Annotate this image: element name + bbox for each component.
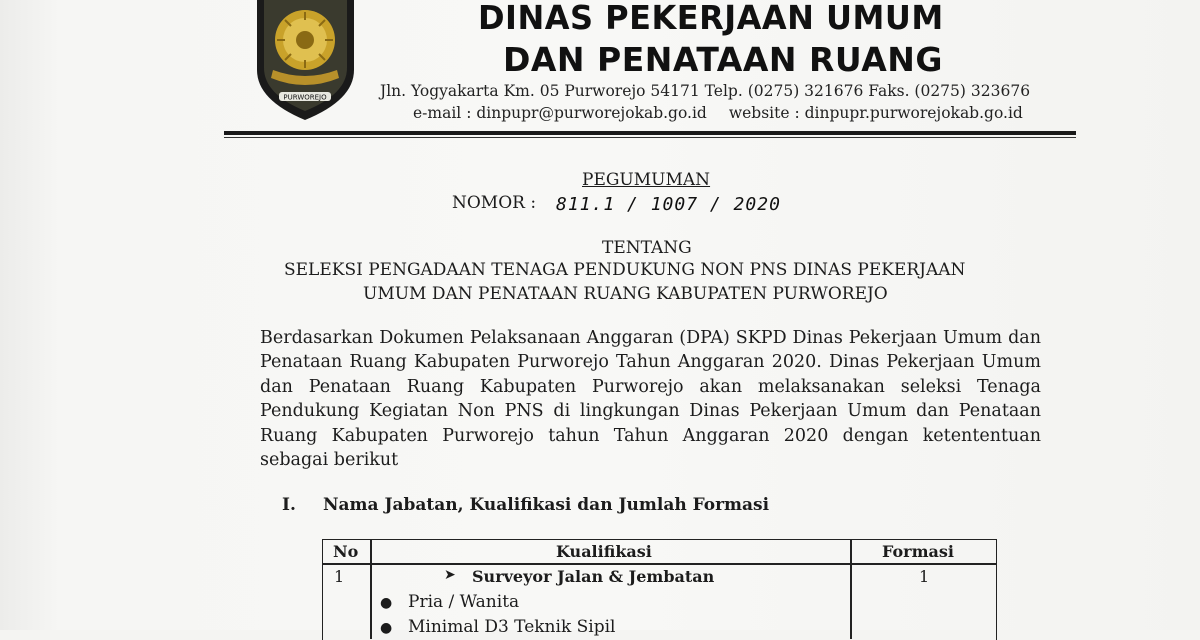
org-address: Jln. Yogyakarta Km. 05 Purworejo 54171 Telp. (0275) 321676 Faks. (0275) 323676 <box>380 82 1031 100</box>
number-value-handwritten: 811.1 / 1007 / 2020 <box>556 194 781 215</box>
org-name-line2: DAN PENATAAN RUANG <box>503 40 943 79</box>
intro-paragraph: Berdasarkan Dokumen Pelaksanaan Anggaran (DPA) SKPD Dinas Pekerjaan Umum dan Penataan Ruang Kabupaten Purworejo Tahun Anggaran 2020. Dinas Pekerjaan Umum dan Penataan Ruang Kabupaten Purworejo akan melaksanakan seleksi Tenaga Pendukung Kegiatan Non PNS di lingkungan Dinas Pekerjaan Umum dan Penataan Ruang Kabupaten Purworejo tahun Tahun Anggaran 2020 dengan ketententuan sebagai berikut <box>260 328 1041 471</box>
regency-emblem-logo <box>253 0 358 122</box>
number-label: NOMOR : <box>452 193 537 213</box>
table-row-no: 1 <box>334 567 345 586</box>
table-header-formation: Formasi <box>882 542 954 561</box>
svg-text:PURWOREJO: PURWOREJO <box>283 93 327 102</box>
org-name-line1: DINAS PEKERJAAN UMUM <box>478 0 944 37</box>
subject-line-2: UMUM DAN PENATAAN RUANG KABUPATEN PURWOREJO <box>363 284 888 304</box>
table-col-divider <box>850 539 852 639</box>
requirement-item: Pria / Wanita <box>408 592 520 612</box>
position-title: Surveyor Jalan & Jembatan <box>472 567 715 586</box>
subject-line-1: SELEKSI PENGADAAN TENAGA PENDUKUNG NON PNS DINAS PEKERJAAN <box>284 260 966 280</box>
table-col-divider <box>370 539 372 639</box>
letterhead-rule-thick <box>224 131 1076 135</box>
section-number: I. <box>282 495 296 515</box>
formation-table <box>322 539 997 639</box>
org-website: website : dinpupr.purworejokab.go.id <box>728 104 1023 122</box>
requirement-item: Minimal D3 Teknik Sipil <box>408 617 616 637</box>
about-label: TENTANG <box>602 238 692 258</box>
bullet-icon: ● <box>380 620 393 636</box>
table-header-divider <box>322 563 997 565</box>
section-title: Nama Jabatan, Kualifikasi dan Jumlah Formasi <box>323 495 770 515</box>
announcement-heading: PEGUMUMAN <box>582 170 711 190</box>
table-row-formation: 1 <box>919 567 930 586</box>
org-contact <box>413 104 1023 122</box>
table-header-qualification: Kualifikasi <box>556 542 652 561</box>
letterhead-rule-thin <box>224 137 1076 138</box>
table-header-no: No <box>333 542 359 561</box>
bullet-icon: ● <box>380 595 393 611</box>
arrow-bullet-icon: ➤ <box>444 567 456 583</box>
org-email: e-mail : dinpupr@purworejokab.go.id <box>413 104 707 122</box>
